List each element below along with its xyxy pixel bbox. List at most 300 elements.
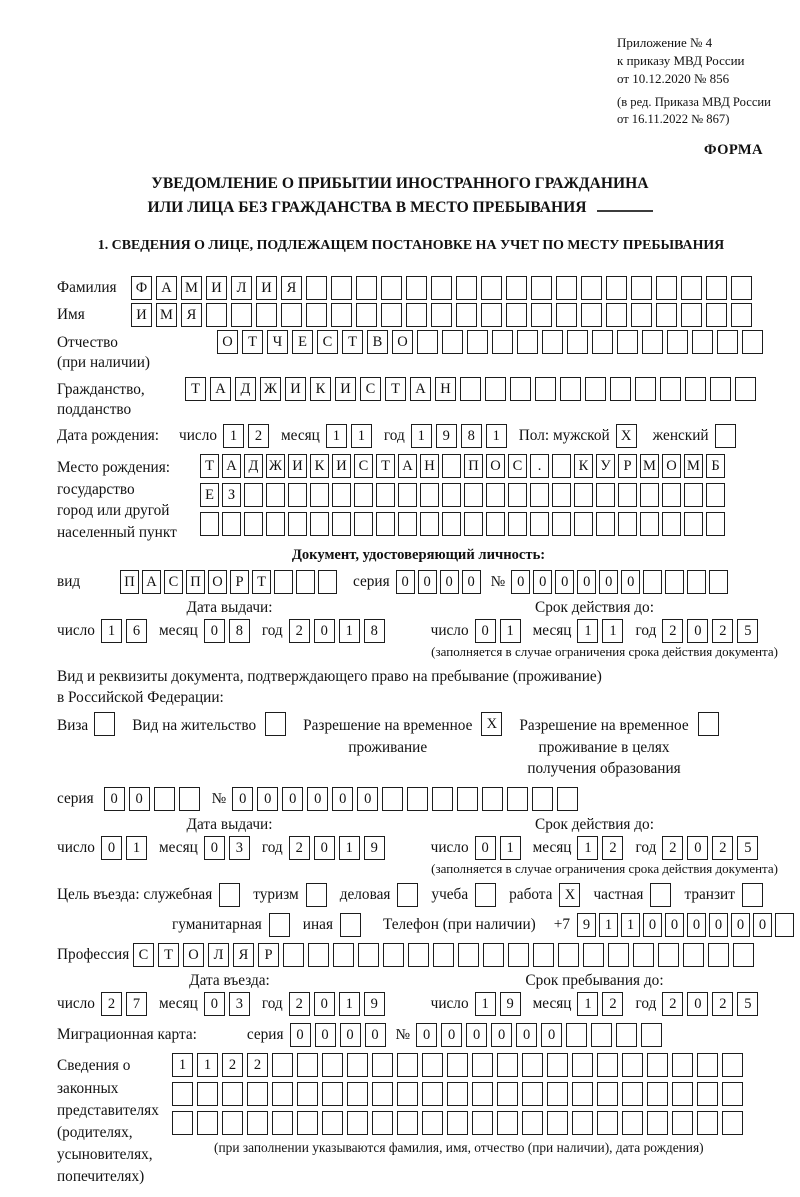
char-cell[interactable]: А — [398, 454, 417, 478]
char-cell[interactable] — [420, 483, 439, 507]
char-cell[interactable] — [547, 1053, 568, 1077]
char-cell[interactable]: З — [222, 483, 241, 507]
char-cell[interactable] — [244, 483, 263, 507]
char-cell[interactable]: 5 — [737, 992, 758, 1016]
char-cell[interactable] — [272, 1053, 293, 1077]
char-cell[interactable]: X — [559, 883, 580, 907]
char-cell[interactable] — [508, 943, 529, 967]
char-cell[interactable]: 0 — [687, 836, 708, 860]
char-cell[interactable]: 0 — [101, 836, 122, 860]
char-cell[interactable] — [533, 943, 554, 967]
char-cell[interactable] — [486, 483, 505, 507]
char-cell[interactable] — [432, 787, 453, 811]
char-cell[interactable]: 1 — [197, 1053, 218, 1077]
char-cell[interactable]: 0 — [315, 1023, 336, 1047]
char-cell[interactable] — [247, 1082, 268, 1106]
char-cell[interactable] — [456, 303, 477, 327]
char-cell[interactable] — [433, 943, 454, 967]
char-cell[interactable]: 0 — [577, 570, 596, 594]
char-cell[interactable] — [647, 1111, 668, 1135]
char-cell[interactable]: А — [410, 377, 431, 401]
char-cell[interactable]: 8 — [461, 424, 482, 448]
char-cell[interactable]: И — [131, 303, 152, 327]
char-cell[interactable] — [356, 276, 377, 300]
char-cell[interactable]: 1 — [339, 619, 360, 643]
char-cell[interactable] — [420, 512, 439, 536]
char-cell[interactable] — [332, 512, 351, 536]
char-cell[interactable]: 2 — [662, 836, 683, 860]
char-cell[interactable] — [717, 330, 738, 354]
char-cell[interactable]: 2 — [662, 992, 683, 1016]
char-cell[interactable] — [597, 1082, 618, 1106]
char-cell[interactable] — [642, 330, 663, 354]
char-cell[interactable] — [358, 943, 379, 967]
char-cell[interactable]: 0 — [365, 1023, 386, 1047]
char-cell[interactable]: 0 — [314, 836, 335, 860]
char-cell[interactable]: Т — [158, 943, 179, 967]
char-cell[interactable]: И — [206, 276, 227, 300]
char-cell[interactable]: 1 — [339, 992, 360, 1016]
char-cell[interactable]: Я — [233, 943, 254, 967]
char-cell[interactable] — [154, 787, 175, 811]
char-cell[interactable] — [269, 913, 290, 937]
char-cell[interactable]: 0 — [687, 992, 708, 1016]
char-cell[interactable] — [706, 303, 727, 327]
char-cell[interactable] — [506, 276, 527, 300]
char-cell[interactable] — [697, 1082, 718, 1106]
char-cell[interactable] — [197, 1082, 218, 1106]
char-cell[interactable] — [200, 512, 219, 536]
char-cell[interactable]: 6 — [126, 619, 147, 643]
char-cell[interactable] — [706, 483, 725, 507]
char-cell[interactable] — [219, 883, 240, 907]
char-cell[interactable] — [706, 512, 725, 536]
char-cell[interactable] — [522, 1111, 543, 1135]
char-cell[interactable] — [481, 303, 502, 327]
char-cell[interactable]: 1 — [500, 619, 521, 643]
char-cell[interactable]: 0 — [340, 1023, 361, 1047]
char-cell[interactable]: X — [616, 424, 637, 448]
char-cell[interactable]: Р — [618, 454, 637, 478]
char-cell[interactable]: 0 — [643, 913, 662, 937]
char-cell[interactable] — [572, 1053, 593, 1077]
char-cell[interactable]: К — [574, 454, 593, 478]
char-cell[interactable]: С — [354, 454, 373, 478]
char-cell[interactable] — [497, 1053, 518, 1077]
char-cell[interactable] — [535, 377, 556, 401]
char-cell[interactable] — [606, 276, 627, 300]
char-cell[interactable]: 1 — [475, 992, 496, 1016]
char-cell[interactable]: 0 — [491, 1023, 512, 1047]
char-cell[interactable]: 3 — [229, 992, 250, 1016]
char-cell[interactable]: Ж — [260, 377, 281, 401]
char-cell[interactable] — [581, 303, 602, 327]
char-cell[interactable] — [574, 483, 593, 507]
char-cell[interactable]: 0 — [621, 570, 640, 594]
char-cell[interactable] — [94, 712, 115, 736]
char-cell[interactable]: И — [285, 377, 306, 401]
char-cell[interactable] — [447, 1053, 468, 1077]
char-cell[interactable] — [457, 787, 478, 811]
char-cell[interactable]: 0 — [129, 787, 150, 811]
char-cell[interactable] — [672, 1111, 693, 1135]
char-cell[interactable]: Д — [235, 377, 256, 401]
char-cell[interactable]: 5 — [737, 836, 758, 860]
char-cell[interactable] — [464, 512, 483, 536]
char-cell[interactable]: П — [120, 570, 139, 594]
char-cell[interactable]: 0 — [332, 787, 353, 811]
char-cell[interactable] — [179, 787, 200, 811]
char-cell[interactable]: П — [464, 454, 483, 478]
char-cell[interactable]: 2 — [289, 992, 310, 1016]
char-cell[interactable]: Н — [435, 377, 456, 401]
char-cell[interactable] — [592, 330, 613, 354]
char-cell[interactable]: 0 — [357, 787, 378, 811]
char-cell[interactable] — [331, 276, 352, 300]
char-cell[interactable] — [585, 377, 606, 401]
char-cell[interactable]: Ч — [267, 330, 288, 354]
char-cell[interactable] — [531, 303, 552, 327]
char-cell[interactable] — [347, 1111, 368, 1135]
char-cell[interactable]: 9 — [500, 992, 521, 1016]
char-cell[interactable] — [266, 483, 285, 507]
char-cell[interactable] — [265, 712, 286, 736]
char-cell[interactable]: 2 — [289, 619, 310, 643]
char-cell[interactable] — [472, 1082, 493, 1106]
char-cell[interactable] — [698, 712, 719, 736]
char-cell[interactable] — [172, 1082, 193, 1106]
char-cell[interactable] — [347, 1082, 368, 1106]
char-cell[interactable] — [383, 943, 404, 967]
char-cell[interactable] — [447, 1111, 468, 1135]
char-cell[interactable] — [281, 303, 302, 327]
char-cell[interactable]: 7 — [126, 992, 147, 1016]
char-cell[interactable]: А — [222, 454, 241, 478]
char-cell[interactable] — [531, 276, 552, 300]
char-cell[interactable] — [322, 1082, 343, 1106]
char-cell[interactable] — [532, 787, 553, 811]
char-cell[interactable]: М — [640, 454, 659, 478]
char-cell[interactable]: М — [181, 276, 202, 300]
char-cell[interactable]: 2 — [289, 836, 310, 860]
char-cell[interactable] — [417, 330, 438, 354]
char-cell[interactable] — [442, 512, 461, 536]
char-cell[interactable] — [709, 570, 728, 594]
char-cell[interactable]: М — [684, 454, 703, 478]
char-cell[interactable] — [622, 1082, 643, 1106]
char-cell[interactable]: 3 — [229, 836, 250, 860]
char-cell[interactable]: 0 — [314, 619, 335, 643]
char-cell[interactable] — [475, 883, 496, 907]
char-cell[interactable]: 1 — [599, 913, 618, 937]
char-cell[interactable] — [397, 1053, 418, 1077]
char-cell[interactable] — [398, 512, 417, 536]
char-cell[interactable]: К — [310, 454, 329, 478]
char-cell[interactable]: 2 — [222, 1053, 243, 1077]
char-cell[interactable]: 0 — [204, 992, 225, 1016]
char-cell[interactable]: 0 — [599, 570, 618, 594]
char-cell[interactable] — [407, 787, 428, 811]
char-cell[interactable] — [296, 570, 315, 594]
char-cell[interactable] — [692, 330, 713, 354]
char-cell[interactable]: 8 — [229, 619, 250, 643]
char-cell[interactable] — [422, 1111, 443, 1135]
char-cell[interactable] — [510, 377, 531, 401]
char-cell[interactable] — [633, 943, 654, 967]
char-cell[interactable]: Е — [200, 483, 219, 507]
char-cell[interactable] — [608, 943, 629, 967]
char-cell[interactable] — [583, 943, 604, 967]
char-cell[interactable] — [522, 1082, 543, 1106]
char-cell[interactable]: Т — [200, 454, 219, 478]
char-cell[interactable] — [447, 1082, 468, 1106]
char-cell[interactable]: 0 — [396, 570, 415, 594]
char-cell[interactable] — [310, 512, 329, 536]
char-cell[interactable] — [297, 1053, 318, 1077]
char-cell[interactable] — [581, 276, 602, 300]
char-cell[interactable]: 0 — [731, 913, 750, 937]
char-cell[interactable] — [272, 1111, 293, 1135]
char-cell[interactable]: 1 — [172, 1053, 193, 1077]
char-cell[interactable]: 0 — [314, 992, 335, 1016]
char-cell[interactable] — [650, 883, 671, 907]
char-cell[interactable] — [460, 377, 481, 401]
char-cell[interactable] — [247, 1111, 268, 1135]
char-cell[interactable]: Т — [242, 330, 263, 354]
char-cell[interactable]: 0 — [257, 787, 278, 811]
char-cell[interactable]: 0 — [753, 913, 772, 937]
char-cell[interactable] — [347, 1053, 368, 1077]
char-cell[interactable]: 0 — [475, 619, 496, 643]
char-cell[interactable]: 2 — [247, 1053, 268, 1077]
char-cell[interactable]: X — [481, 712, 502, 736]
char-cell[interactable] — [306, 303, 327, 327]
char-cell[interactable] — [297, 1111, 318, 1135]
char-cell[interactable] — [647, 1082, 668, 1106]
char-cell[interactable]: Р — [230, 570, 249, 594]
char-cell[interactable] — [574, 512, 593, 536]
char-cell[interactable]: 1 — [101, 619, 122, 643]
char-cell[interactable]: Т — [185, 377, 206, 401]
char-cell[interactable] — [606, 303, 627, 327]
char-cell[interactable] — [530, 483, 549, 507]
char-cell[interactable] — [266, 512, 285, 536]
char-cell[interactable]: М — [156, 303, 177, 327]
char-cell[interactable] — [596, 512, 615, 536]
char-cell[interactable] — [297, 1082, 318, 1106]
char-cell[interactable] — [486, 512, 505, 536]
char-cell[interactable] — [742, 883, 763, 907]
char-cell[interactable]: 0 — [104, 787, 125, 811]
char-cell[interactable] — [697, 1111, 718, 1135]
char-cell[interactable] — [354, 512, 373, 536]
char-cell[interactable]: 1 — [577, 619, 598, 643]
char-cell[interactable]: А — [210, 377, 231, 401]
char-cell[interactable] — [558, 943, 579, 967]
char-cell[interactable] — [635, 377, 656, 401]
char-cell[interactable] — [556, 276, 577, 300]
char-cell[interactable] — [681, 303, 702, 327]
char-cell[interactable]: Т — [376, 454, 395, 478]
char-cell[interactable] — [507, 787, 528, 811]
char-cell[interactable]: 0 — [709, 913, 728, 937]
char-cell[interactable]: 0 — [665, 913, 684, 937]
char-cell[interactable] — [497, 1111, 518, 1135]
char-cell[interactable] — [710, 377, 731, 401]
char-cell[interactable]: 1 — [339, 836, 360, 860]
char-cell[interactable] — [552, 483, 571, 507]
char-cell[interactable] — [517, 330, 538, 354]
char-cell[interactable]: 0 — [462, 570, 481, 594]
char-cell[interactable] — [722, 1053, 743, 1077]
char-cell[interactable] — [662, 483, 681, 507]
char-cell[interactable] — [672, 1053, 693, 1077]
char-cell[interactable] — [560, 377, 581, 401]
char-cell[interactable]: 1 — [500, 836, 521, 860]
char-cell[interactable] — [431, 276, 452, 300]
char-cell[interactable] — [708, 943, 729, 967]
char-cell[interactable] — [274, 570, 293, 594]
char-cell[interactable]: 2 — [712, 992, 733, 1016]
char-cell[interactable] — [197, 1111, 218, 1135]
char-cell[interactable]: У — [596, 454, 615, 478]
char-cell[interactable]: С — [164, 570, 183, 594]
char-cell[interactable]: О — [392, 330, 413, 354]
char-cell[interactable] — [431, 303, 452, 327]
char-cell[interactable]: 0 — [418, 570, 437, 594]
char-cell[interactable] — [617, 330, 638, 354]
char-cell[interactable] — [556, 303, 577, 327]
char-cell[interactable]: С — [133, 943, 154, 967]
char-cell[interactable]: О — [208, 570, 227, 594]
char-cell[interactable]: Я — [281, 276, 302, 300]
char-cell[interactable] — [547, 1111, 568, 1135]
char-cell[interactable] — [497, 1082, 518, 1106]
char-cell[interactable]: 1 — [602, 619, 623, 643]
char-cell[interactable] — [406, 303, 427, 327]
char-cell[interactable] — [458, 943, 479, 967]
char-cell[interactable]: 0 — [533, 570, 552, 594]
char-cell[interactable]: Л — [231, 276, 252, 300]
char-cell[interactable] — [222, 1082, 243, 1106]
char-cell[interactable] — [647, 1053, 668, 1077]
char-cell[interactable] — [665, 570, 684, 594]
char-cell[interactable]: 2 — [602, 992, 623, 1016]
char-cell[interactable] — [483, 943, 504, 967]
char-cell[interactable]: 5 — [737, 619, 758, 643]
char-cell[interactable] — [572, 1111, 593, 1135]
char-cell[interactable] — [508, 483, 527, 507]
char-cell[interactable]: О — [662, 454, 681, 478]
char-cell[interactable]: П — [186, 570, 205, 594]
char-cell[interactable] — [660, 377, 681, 401]
char-cell[interactable]: А — [142, 570, 161, 594]
char-cell[interactable] — [658, 943, 679, 967]
char-cell[interactable] — [775, 913, 794, 937]
char-cell[interactable] — [492, 330, 513, 354]
char-cell[interactable] — [318, 570, 337, 594]
char-cell[interactable]: 2 — [712, 836, 733, 860]
char-cell[interactable]: 2 — [248, 424, 269, 448]
char-cell[interactable] — [667, 330, 688, 354]
char-cell[interactable] — [552, 512, 571, 536]
char-cell[interactable]: 1 — [223, 424, 244, 448]
char-cell[interactable] — [272, 1082, 293, 1106]
char-cell[interactable]: 0 — [204, 619, 225, 643]
char-cell[interactable] — [715, 424, 736, 448]
char-cell[interactable] — [356, 303, 377, 327]
char-cell[interactable] — [631, 303, 652, 327]
char-cell[interactable] — [306, 276, 327, 300]
char-cell[interactable]: И — [335, 377, 356, 401]
char-cell[interactable]: 0 — [416, 1023, 437, 1047]
char-cell[interactable]: Н — [420, 454, 439, 478]
char-cell[interactable] — [687, 570, 706, 594]
char-cell[interactable] — [422, 1053, 443, 1077]
char-cell[interactable] — [472, 1053, 493, 1077]
char-cell[interactable]: 0 — [307, 787, 328, 811]
char-cell[interactable]: 2 — [662, 619, 683, 643]
char-cell[interactable]: Ф — [131, 276, 152, 300]
char-cell[interactable] — [288, 512, 307, 536]
char-cell[interactable] — [472, 1111, 493, 1135]
char-cell[interactable]: 0 — [687, 619, 708, 643]
char-cell[interactable]: И — [288, 454, 307, 478]
char-cell[interactable] — [397, 1082, 418, 1106]
char-cell[interactable] — [640, 483, 659, 507]
char-cell[interactable] — [381, 276, 402, 300]
char-cell[interactable] — [372, 1111, 393, 1135]
char-cell[interactable] — [485, 377, 506, 401]
char-cell[interactable] — [591, 1023, 612, 1047]
char-cell[interactable]: 1 — [326, 424, 347, 448]
char-cell[interactable]: Ж — [266, 454, 285, 478]
char-cell[interactable]: 0 — [511, 570, 530, 594]
char-cell[interactable] — [685, 377, 706, 401]
char-cell[interactable] — [372, 1082, 393, 1106]
char-cell[interactable]: Т — [342, 330, 363, 354]
char-cell[interactable] — [283, 943, 304, 967]
char-cell[interactable] — [731, 303, 752, 327]
char-cell[interactable] — [552, 454, 571, 478]
char-cell[interactable] — [656, 276, 677, 300]
char-cell[interactable]: 1 — [621, 913, 640, 937]
char-cell[interactable] — [640, 512, 659, 536]
char-cell[interactable]: 1 — [577, 992, 598, 1016]
char-cell[interactable]: А — [156, 276, 177, 300]
char-cell[interactable]: С — [360, 377, 381, 401]
char-cell[interactable] — [398, 483, 417, 507]
char-cell[interactable] — [597, 1111, 618, 1135]
char-cell[interactable] — [530, 512, 549, 536]
char-cell[interactable] — [244, 512, 263, 536]
char-cell[interactable]: 0 — [282, 787, 303, 811]
char-cell[interactable] — [542, 330, 563, 354]
char-cell[interactable]: 2 — [101, 992, 122, 1016]
char-cell[interactable] — [206, 303, 227, 327]
char-cell[interactable]: К — [310, 377, 331, 401]
char-cell[interactable] — [622, 1111, 643, 1135]
char-cell[interactable]: 0 — [441, 1023, 462, 1047]
char-cell[interactable] — [684, 483, 703, 507]
char-cell[interactable]: О — [217, 330, 238, 354]
char-cell[interactable]: Т — [385, 377, 406, 401]
char-cell[interactable] — [482, 787, 503, 811]
char-cell[interactable] — [722, 1111, 743, 1135]
char-cell[interactable] — [684, 512, 703, 536]
char-cell[interactable] — [572, 1082, 593, 1106]
char-cell[interactable]: 1 — [351, 424, 372, 448]
